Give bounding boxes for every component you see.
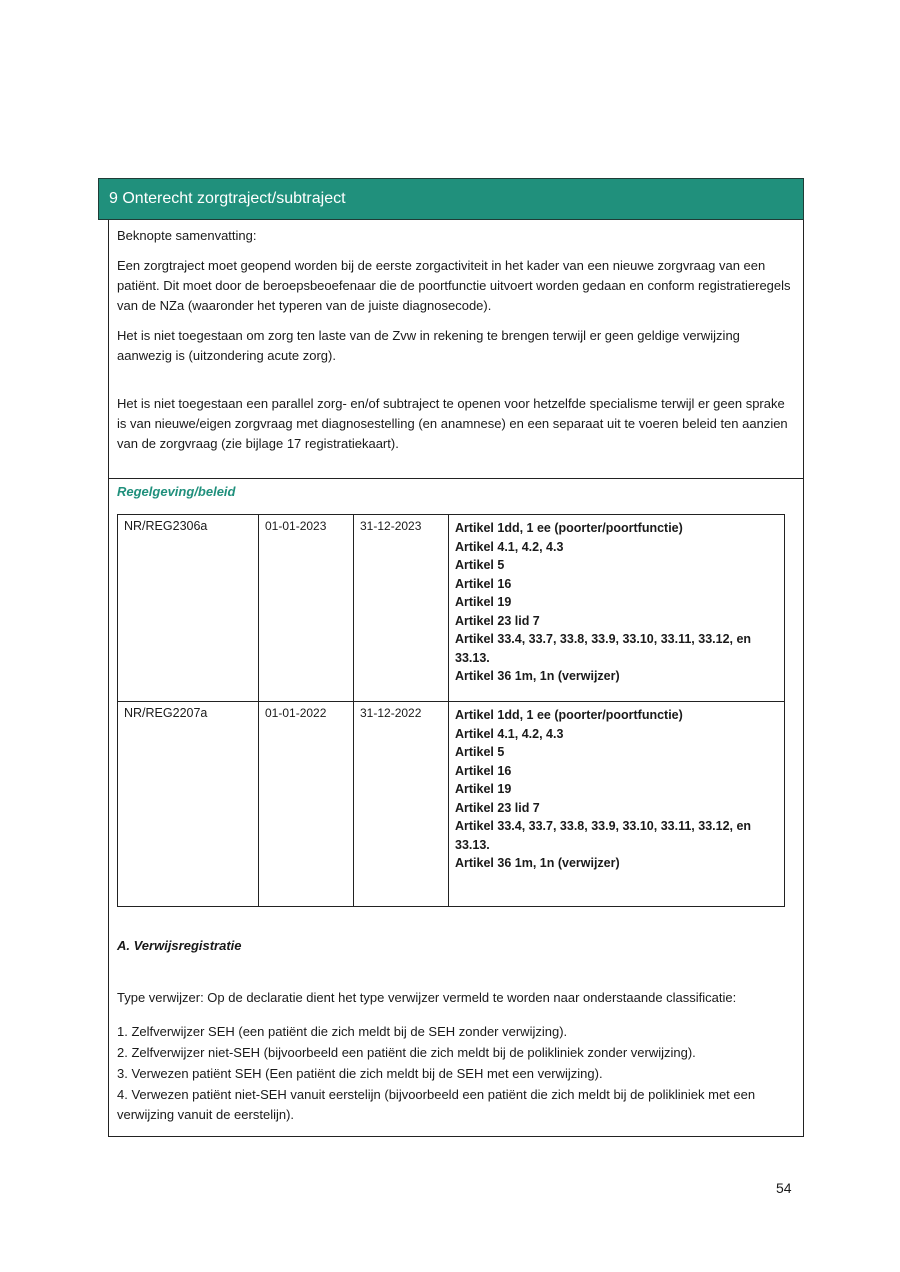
verwijsregistratie-intro: Type verwijzer: Op de declaratie dient het type verwijzer vermeld te worden naar onderstaande classificatie: <box>117 990 737 1005</box>
article-item: Artikel 33.4, 33.7, 33.8, 33.9, 33.10, 33.11, 33.12, en 33.13. <box>455 819 752 852</box>
article-item: Artikel 4.1, 4.2, 4.3 <box>455 539 564 554</box>
article-item: Artikel 4.1, 4.2, 4.3 <box>455 726 564 741</box>
summary-paragraph: Het is niet toegestaan een parallel zorg- en/of subtraject te openen voor hetzelfde specialisme terwijl er geen sprake is van nieuwe/eigen zorgvraag met diagnosestelling (en anamnese) en een separaat uit te voeren beleid ten aanzien van de zorgvraag (zie bijlage 17 registratiekaart). <box>117 396 788 451</box>
section-title: 9 Onterecht zorgtraject/subtraject <box>109 190 346 207</box>
divider <box>109 478 803 479</box>
article-item: Artikel 1dd, 1 ee (poorter/poortfunctie) <box>455 521 683 535</box>
list-item: 3. Verwezen patiënt SEH (Een patiënt die zich meldt bij de SEH met een verwijzing). <box>117 1066 603 1081</box>
regulation-code: NR/REG2306a <box>118 515 259 702</box>
section-header <box>98 178 804 220</box>
article-item: Artikel 1dd, 1 ee (poorter/poortfunctie) <box>455 708 683 722</box>
start-date: 01-01-2022 <box>259 702 354 907</box>
section-content-box <box>108 220 804 1137</box>
end-date: 31-12-2023 <box>354 515 449 702</box>
table-row <box>118 515 785 702</box>
article-item: Artikel 23 lid 7 <box>455 613 540 628</box>
articles-cell <box>449 702 785 907</box>
article-item: Artikel 23 lid 7 <box>455 800 540 815</box>
summary-paragraph: Het is niet toegestaan om zorg ten laste van de Zvw in rekening te brengen terwijl er geen geldige verwijzing aanwezig is (uitzondering acute zorg). <box>117 328 740 363</box>
table-row <box>118 702 785 907</box>
article-item: Artikel 16 <box>455 576 512 591</box>
regulation-code: NR/REG2207a <box>118 702 259 907</box>
article-item: Artikel 19 <box>455 782 512 796</box>
start-date: 01-01-2023 <box>259 515 354 702</box>
article-item: Artikel 19 <box>455 595 512 609</box>
verwijsregistratie-title: A. Verwijsregistratie <box>117 938 242 953</box>
page-number: 54 <box>776 1180 792 1196</box>
article-item: Artikel 33.4, 33.7, 33.8, 33.9, 33.10, 33.11, 33.12, en 33.13. <box>455 632 752 665</box>
article-item: Artikel 36 1m, 1n (verwijzer) <box>455 669 620 683</box>
list-item: 4. Verwezen patiënt niet-SEH vanuit eerstelijn (bijvoorbeeld een patiënt die zich meldt bij de polikliniek met een verwijzing vanuit de eerstelijn). <box>117 1087 756 1122</box>
regulation-table <box>117 514 785 907</box>
summary-block <box>117 226 797 464</box>
article-item: Artikel 5 <box>455 558 505 572</box>
end-date: 31-12-2022 <box>354 702 449 907</box>
list-item: 2. Zelfverwijzer niet-SEH (bijvoorbeeld een patiënt die zich meldt bij de polikliniek zonder verwijzing). <box>117 1045 696 1060</box>
article-item: Artikel 5 <box>455 745 505 759</box>
referrer-type-list <box>117 1022 797 1126</box>
article-item: Artikel 16 <box>455 763 512 778</box>
regulation-title: Regelgeving/beleid <box>117 484 236 499</box>
summary-label: Beknopte samenvatting: <box>117 228 257 243</box>
articles-cell <box>449 515 785 702</box>
article-item: Artikel 36 1m, 1n (verwijzer) <box>455 856 620 870</box>
summary-paragraph: Een zorgtraject moet geopend worden bij de eerste zorgactiviteit in het kader van een nieuwe zorgvraag van een patiënt. Dit moet door de beroepsbeoefenaar die de poortfunctie uitvoert worden gedaan en conform registratieregels van de NZa (waaronder het typeren van de juiste diagnosecode). <box>117 258 791 313</box>
list-item: 1. Zelfverwijzer SEH (een patiënt die zich meldt bij de SEH zonder verwijzing). <box>117 1024 568 1039</box>
